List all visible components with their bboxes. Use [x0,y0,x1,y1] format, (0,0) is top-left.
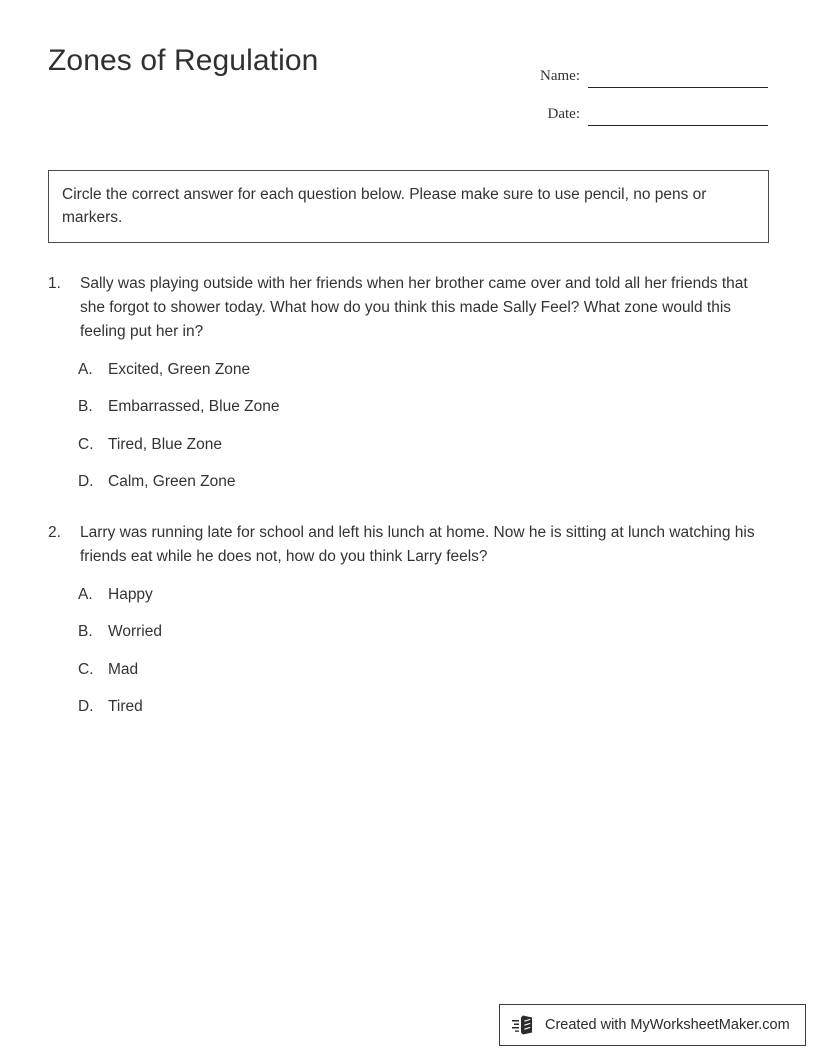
date-field-row [478,88,768,126]
date-field-label: Date: [547,106,580,122]
instructions-box [48,170,769,243]
option-text: Mad [108,660,139,678]
name-field-label: Name: [540,68,580,84]
answer-option[interactable] [78,433,770,456]
answer-option[interactable] [78,695,770,718]
option-text: Excited, Green Zone [108,361,251,379]
instructions-text: Circle the correct answer for each question below. Please make sure to use pencil, no pens or markers. [62,186,707,227]
option-letter: D. [78,697,94,715]
answer-option[interactable] [78,620,770,643]
worksheet-header [48,44,768,124]
question-row [48,521,770,569]
answer-options [48,358,770,493]
answer-option[interactable] [78,358,770,381]
option-letter: A. [78,361,93,379]
question-row [48,272,770,344]
option-text: Embarrassed, Blue Zone [108,398,280,416]
question-number: 2. [48,524,61,542]
option-text: Tired, Blue Zone [108,435,223,453]
option-letter: B. [78,623,93,641]
option-letter: C. [78,660,94,678]
answer-option[interactable] [78,470,770,493]
option-text: Tired [108,697,143,715]
question-block [48,272,770,493]
option-letter: D. [78,472,94,490]
option-letter: A. [78,586,93,604]
question-text: Sally was playing outside with her friends when her brother came over and told all her friends that she forgot to shower today. What how do you think this made Sally Feel? What zone would this feeling put her in? [80,275,748,341]
question-text: Larry was running late for school and left his lunch at home. Now he is sitting at lunch watching his friends eat while he does not, how do you think Larry feels? [80,524,755,566]
option-text: Worried [108,623,162,641]
option-letter: C. [78,435,94,453]
footer-attribution-text: Created with MyWorksheetMaker.com [545,1017,790,1033]
name-field-row [478,50,768,88]
question-block [48,521,770,718]
question-number: 1. [48,275,61,292]
footer-attribution-badge[interactable] [499,1004,806,1046]
option-text: Happy [108,586,153,604]
date-input-line[interactable] [588,103,768,126]
option-text: Calm, Green Zone [108,472,236,490]
option-letter: B. [78,398,93,416]
page-title: Zones of Regulation [48,44,319,77]
questions-list [48,272,770,746]
answer-option[interactable] [78,583,770,606]
answer-option[interactable] [78,658,770,681]
answer-options [48,583,770,718]
myworksheetmaker-logo-icon [512,1014,538,1036]
name-date-block [478,50,768,126]
name-input-line[interactable] [588,65,768,88]
answer-option[interactable] [78,395,770,418]
